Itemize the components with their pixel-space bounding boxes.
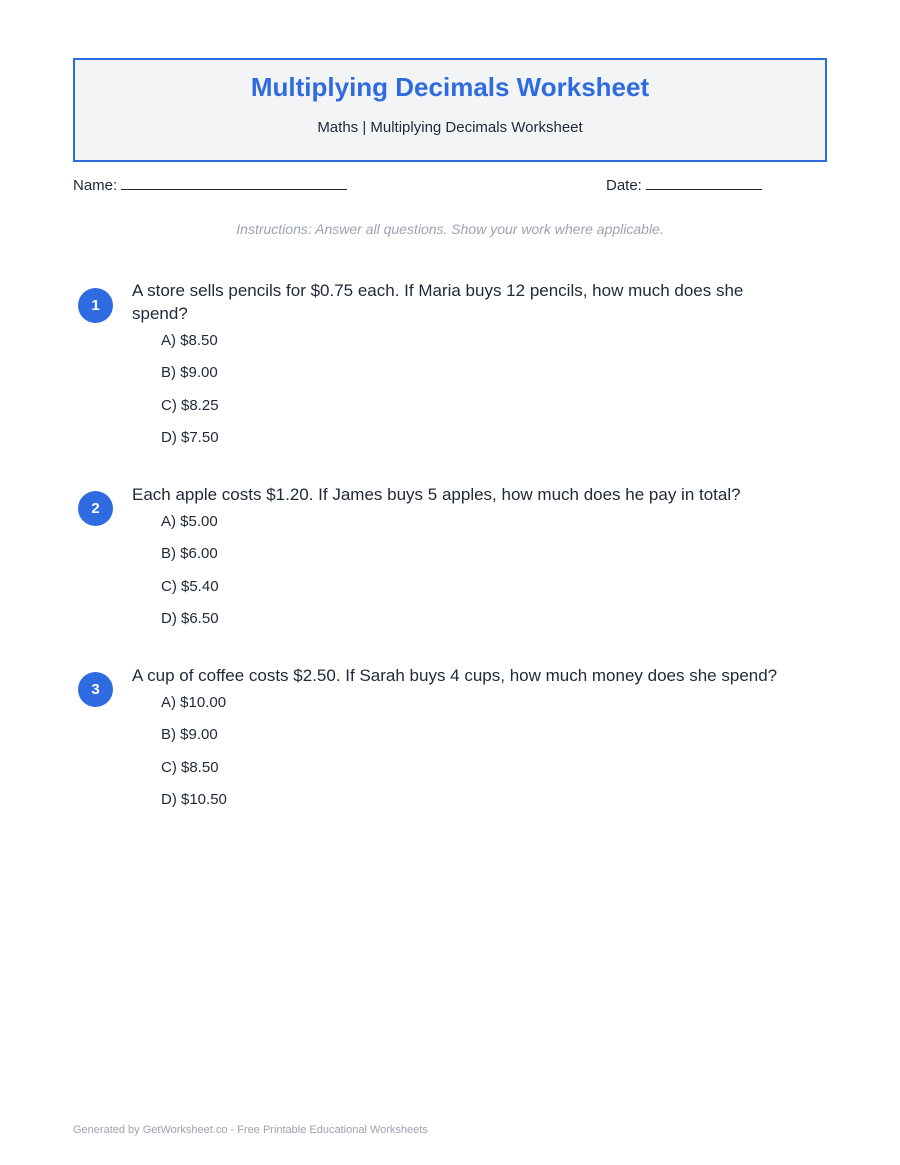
answer-option[interactable]: D) $10.50 xyxy=(161,790,227,808)
answer-options xyxy=(161,693,227,822)
answer-option[interactable]: A) $5.00 xyxy=(161,513,218,530)
answer-option[interactable]: C) $8.25 xyxy=(161,396,219,414)
answer-option[interactable]: C) $8.50 xyxy=(161,758,219,776)
date-label: Date: xyxy=(606,177,642,194)
answer-option[interactable]: D) $6.50 xyxy=(161,609,219,627)
name-blank-line[interactable] xyxy=(121,176,347,190)
answer-option[interactable]: C) $5.40 xyxy=(161,577,219,595)
worksheet-title: Multiplying Decimals Worksheet xyxy=(250,72,650,102)
answer-option[interactable]: B) $9.00 xyxy=(161,726,218,744)
answer-options xyxy=(161,331,219,460)
answer-options xyxy=(161,512,219,641)
answer-option[interactable]: D) $7.50 xyxy=(161,428,219,446)
footer-credit: Generated by GetWorksheet.co - Free Printable Educational Worksheets xyxy=(73,1124,428,1136)
worksheet-subtitle: Maths | Multiplying Decimals Worksheet xyxy=(317,119,583,136)
question-number-badge: 3 xyxy=(78,672,113,707)
name-label: Name: xyxy=(73,177,118,194)
question-number-badge: 1 xyxy=(78,288,113,323)
answer-option[interactable]: B) $6.00 xyxy=(161,545,218,563)
answer-option[interactable]: A) $10.00 xyxy=(161,694,227,711)
question-text: A store sells pencils for $0.75 each. If Maria buys 12 pencils, how much does she spend? xyxy=(132,281,744,323)
instructions-text: Instructions: Answer all questions. Show your work where applicable. xyxy=(236,221,664,237)
date-field[interactable] xyxy=(606,176,762,194)
worksheet-header xyxy=(73,58,827,162)
question-number-badge: 2 xyxy=(78,491,113,526)
answer-option[interactable]: A) $8.50 xyxy=(161,332,218,349)
name-field[interactable] xyxy=(73,176,347,194)
question-text: Each apple costs $1.20. If James buys 5 apples, how much does he pay in total? xyxy=(132,485,741,504)
answer-option[interactable]: B) $9.00 xyxy=(161,364,218,382)
date-blank-line[interactable] xyxy=(646,176,762,190)
question-text: A cup of coffee costs $2.50. If Sarah buys 4 cups, how much money does she spend? xyxy=(132,666,778,685)
